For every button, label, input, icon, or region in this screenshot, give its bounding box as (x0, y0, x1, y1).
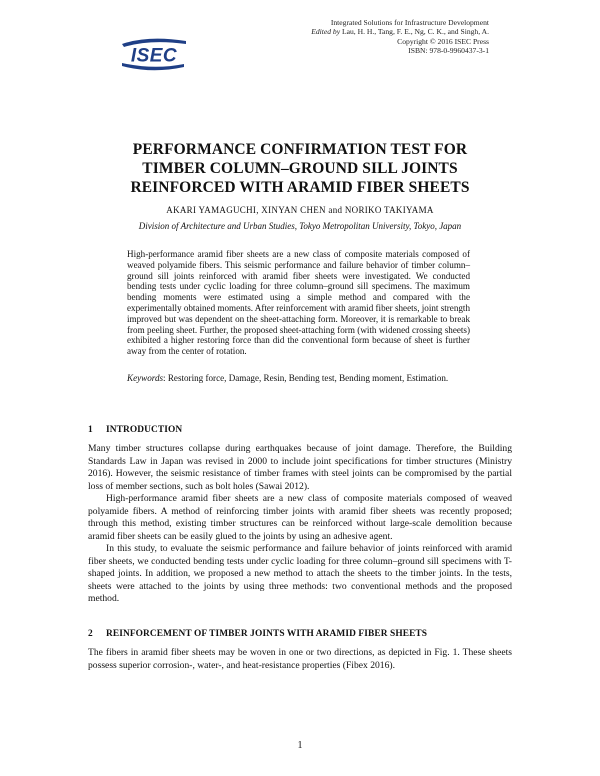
paper-title (0, 140, 600, 197)
logo-text: ISEC (130, 45, 178, 67)
keywords-text: : Restoring force, Damage, Resin, Bending test, Bending moment, Estimation. (163, 373, 449, 383)
section-body-introduction (88, 443, 512, 606)
isec-logo (118, 32, 190, 76)
header-proceedings: Integrated Solutions for Infrastructure Development (330, 18, 489, 27)
section-title: REINFORCEMENT OF TIMBER JOINTS WITH ARAMID FIBER SHEETS (106, 629, 428, 639)
keywords-label: Keywords (127, 373, 164, 383)
header-editors-line (311, 27, 489, 36)
page-number: 1 (297, 740, 303, 751)
section-heading-reinforcement (88, 629, 427, 639)
affiliation: Division of Architecture and Urban Studies, Tokyo Metropolitan University, Tokyo, Japan (138, 221, 462, 231)
paragraph: In this study, to evaluate the seismic performance and failure behavior of joints reinforced with aramid fiber sheets, we conducted bending tests under cyclic loading for three column–ground sill specimens with T-shaped joints. In addition, we proposed a new method to attach the sheets to the timber joints. In the tests, sheets were attached to the joints by using three methods: two conventional methods and the proposed method. (88, 543, 512, 604)
paragraph: The fibers in aramid fiber sheets may be woven in one or two directions, as depicted in Fig. 1. These sheets possess superior corrosion-, water-, and heat-resistance properties (Fibex 2016). (88, 647, 512, 671)
section-heading-introduction (88, 425, 182, 435)
header-copyright: Copyright © 2016 ISEC Press (397, 36, 489, 46)
title-line: PERFORMANCE CONFIRMATION TEST FOR (132, 141, 468, 158)
section-number: 2 (88, 629, 93, 639)
keywords (127, 373, 470, 384)
header-editors: Lau, H. H., Tang, F. E., Ng, C. K., and Singh, A. (341, 27, 489, 37)
paragraph: Many timber structures collapse during earthquakes because of joint damage. Therefore, the Building Standards Law in Japan was revised in 2000 to include joint specifications for timber structures (Ministry 2016). However, the seismic resistance of timber frames with steel joints can be compromised by the partial loss of member sections, such as bolt holes (Sawai 2012). (88, 443, 512, 492)
section-body-reinforcement (88, 647, 512, 672)
header-isbn: ISBN: 978-0-9960437-3-1 (408, 45, 489, 55)
authors: AKARI YAMAGUCHI, XINYAN CHEN and NORIKO TAKIYAMA (166, 205, 434, 215)
title-line: REINFORCED WITH ARAMID FIBER SHEETS (130, 179, 470, 196)
section-title: INTRODUCTION (106, 425, 183, 435)
header-edited-label: Edited by (311, 27, 341, 37)
section-number: 1 (88, 425, 93, 435)
abstract: High-performance aramid fiber sheets are a new class of composite materials composed of weaved polyamide fibers. This seismic performance and failure behavior of timber column–ground sill joints reinforced with aramid fiber sheets were investigated. We conducted bending tests under cyclic loading for three column–ground sill specimens. The maximum bending moments were estimated using a simple method and compared with the experimentally obtained moments. After reinforcement with aramid fiber sheets, joint strength improved but was dependent on the sheet-attaching form. Moreover, it is remarkable to break from peeling sheet. Further, the proposed sheet-attaching form (with widened crossing sheets) exhibited a higher restoring force than did the conventional form because of sheet is further away from the center of rotation. (127, 249, 470, 357)
paragraph: High-performance aramid fiber sheets are a new class of composite materials composed of weaved polyamide fibers. A method of reinforcing timber joints with aramid fiber sheets was recently proposed; through this method, existing timber structures can be reinforced without large-scale demolition because aramid fiber sheets can be easily glued to the joints by using an adhesive agent. (88, 493, 512, 542)
title-line: TIMBER COLUMN–GROUND SILL JOINTS (142, 160, 458, 177)
header-info (311, 18, 489, 55)
